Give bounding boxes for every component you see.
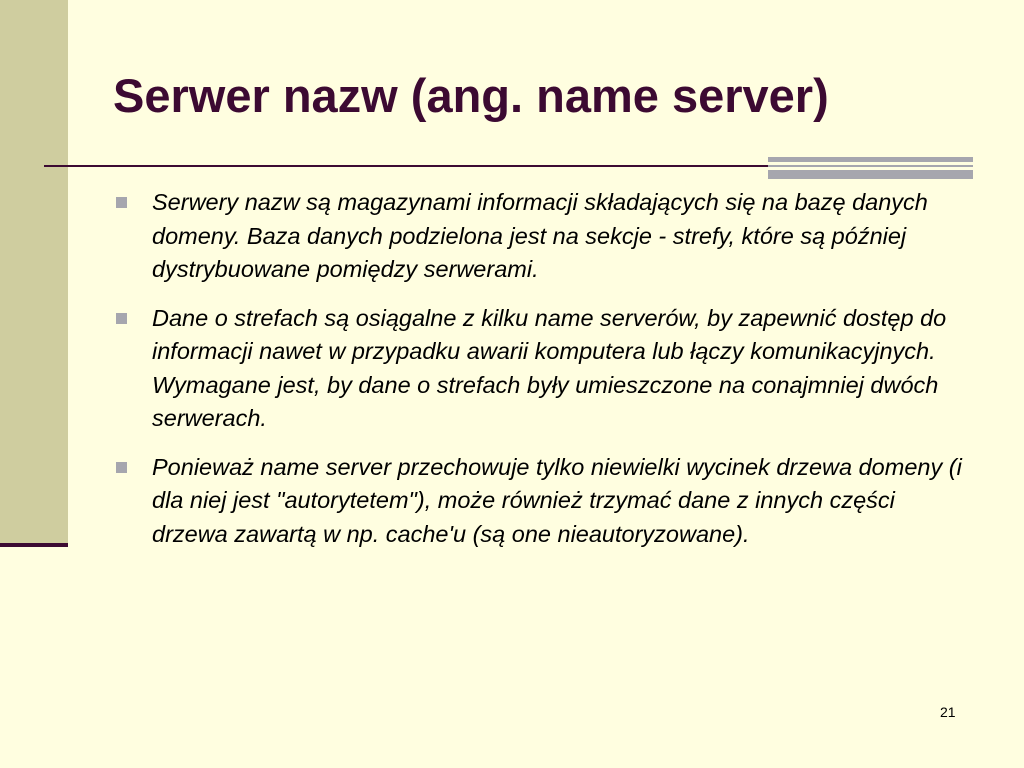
square-bullet-icon	[116, 462, 127, 473]
title-underline	[44, 165, 814, 167]
bullet-list	[112, 186, 972, 566]
bullet-text: Serwery nazw są magazynami informacji składających się na bazę danych domeny. Baza danych podzielona jest na sekcje - strefy, które są później dystrybuowane pomiędzy serwerami.	[152, 189, 928, 282]
bullet-item	[112, 186, 972, 287]
left-sidebar-band	[0, 0, 68, 545]
left-sidebar-rule	[0, 543, 68, 547]
slide-title: Serwer nazw (ang. name server)	[113, 69, 829, 122]
accent-bar-middle	[768, 165, 973, 167]
accent-bar-bottom	[768, 170, 973, 179]
page-number: 21	[940, 704, 956, 720]
square-bullet-icon	[116, 197, 127, 208]
bullet-item	[112, 451, 972, 552]
square-bullet-icon	[116, 313, 127, 324]
bullet-text: Dane o strefach są osiągalne z kilku name serverów, by zapewnić dostęp do informacji nawet w przypadku awarii komputera lub łączy komunikacyjnych. Wymagane jest, by dane o strefach były umieszczone na conajmniej dwóch serwerach.	[152, 304, 947, 431]
title-accent-bars	[768, 157, 973, 179]
bullet-text: Ponieważ name server przechowuje tylko niewielki wycinek drzewa domeny (i dla niej jest "autorytetem"), może również trzymać dane z innych części drzewa zawartą w np. cache'u (są one nieautoryzowane).	[152, 453, 962, 547]
bullet-item	[112, 302, 972, 436]
accent-bar-top	[768, 157, 973, 162]
